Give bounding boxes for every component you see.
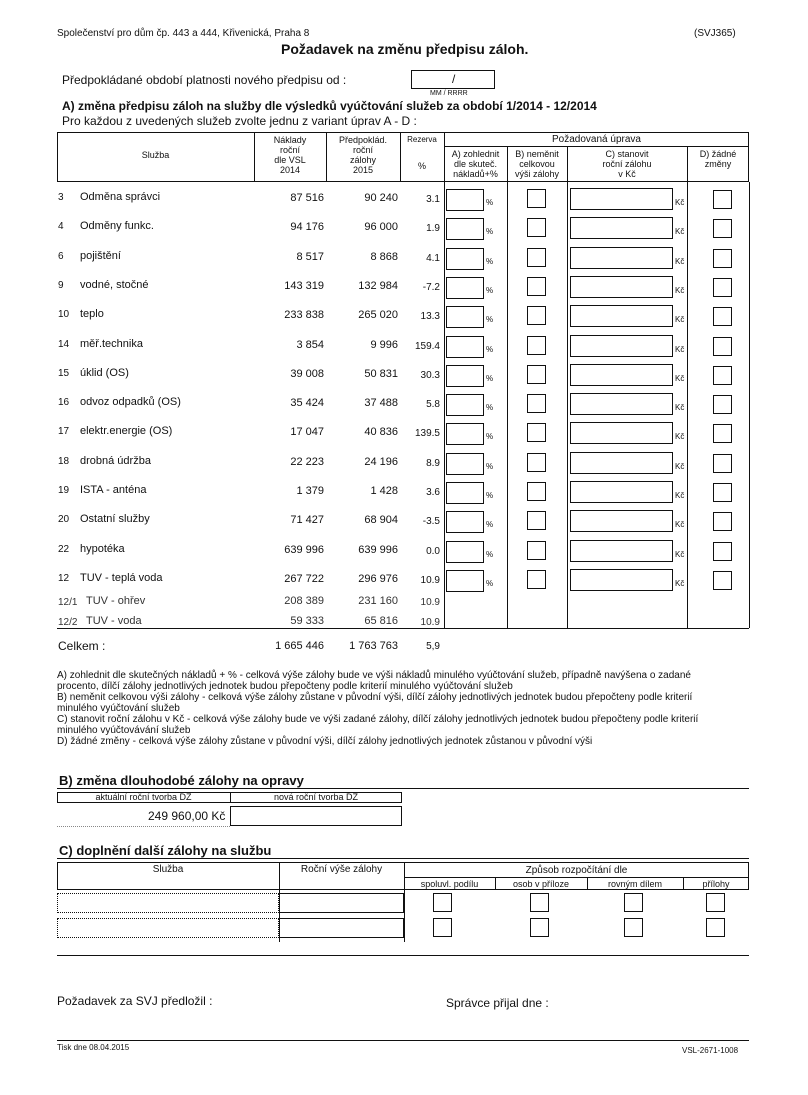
col-requested: Požadovaná úprava xyxy=(552,134,641,145)
total-costs: 1 665 446 xyxy=(275,640,324,652)
col-advance: Předpoklád. roční zálohy 2015 xyxy=(338,135,388,175)
legend-a2: procento, dílčí zálohy jednotlivých jednotek budou přepočteny podle kriterií minulého vyúčtování služeb xyxy=(57,681,513,692)
row-number: 4 xyxy=(58,221,64,232)
legend-c2: minulého vyúčtovávání služeb xyxy=(57,725,191,736)
row-advance: 40 836 xyxy=(364,426,398,438)
row-number: 6 xyxy=(58,251,64,262)
row-costs: 35 424 xyxy=(290,397,324,409)
page-title: Požadavek na změnu předpisu záloh. xyxy=(281,41,529,57)
row-costs: 17 047 xyxy=(290,426,324,438)
option-c-amount-field[interactable] xyxy=(570,217,673,239)
option-c-amount-field[interactable] xyxy=(570,422,673,444)
option-a-percent-field[interactable] xyxy=(446,541,484,563)
row-advance: 265 020 xyxy=(358,309,398,321)
row-service-name: hypotéka xyxy=(80,543,125,555)
subrow-service-name: TUV - ohřev xyxy=(86,595,146,607)
row-reserve: 1.9 xyxy=(426,223,440,234)
col-current-dz: aktuální roční tvorba DZ xyxy=(95,792,192,802)
row-advance: 37 488 xyxy=(364,397,398,409)
print-date: Tisk dne 08.04.2015 xyxy=(57,1043,130,1052)
option-b-checkbox[interactable] xyxy=(527,277,546,296)
row-costs: 39 008 xyxy=(290,368,324,380)
row-advance: 68 904 xyxy=(364,514,398,526)
option-b-checkbox[interactable] xyxy=(527,394,546,413)
row-advance: 1 428 xyxy=(370,485,398,497)
row-reserve: 30.3 xyxy=(420,370,440,381)
row-service-name: úklid (OS) xyxy=(80,367,129,379)
row-reserve: 10.9 xyxy=(420,575,440,586)
subrow-reserve: 10.9 xyxy=(420,597,440,608)
percent-unit: % xyxy=(486,579,494,588)
org-name: Společenství pro dům čp. 443 a 444, Křivenická, Praha 8 xyxy=(57,28,310,39)
section-b-title: B) změna dlouhodobé zálohy na opravy xyxy=(59,773,304,788)
subrow-advance: 231 160 xyxy=(358,595,398,607)
row-advance: 132 984 xyxy=(358,280,398,292)
row-costs: 3 854 xyxy=(296,339,324,351)
legend-b2: minulého vyúčtování služeb xyxy=(57,703,180,714)
option-b-checkbox[interactable] xyxy=(527,511,546,530)
row-service-name: pojištění xyxy=(80,250,121,262)
col-c-m3: rovným dílem xyxy=(607,879,662,889)
option-d-checkbox[interactable] xyxy=(713,249,732,268)
percent-unit: % xyxy=(486,403,494,412)
row-costs: 639 996 xyxy=(284,544,324,556)
percent-unit: % xyxy=(486,345,494,354)
percent-unit: % xyxy=(486,462,494,471)
option-c-amount-field[interactable] xyxy=(570,393,673,415)
percent-unit: % xyxy=(486,550,494,559)
option-b-checkbox[interactable] xyxy=(527,365,546,384)
total-advance: 1 763 763 xyxy=(349,640,398,652)
row-service-name: Odměny funkc. xyxy=(80,220,154,232)
row-service-name: drobná údržba xyxy=(80,455,151,467)
row-number: 15 xyxy=(58,368,70,379)
option-a-percent-field[interactable] xyxy=(446,511,484,533)
row-service-name: elektr.energie (OS) xyxy=(80,425,173,437)
row-advance: 639 996 xyxy=(358,544,398,556)
legend-a1: A) zohlednit dle skutečných nákladů + % - celková výše zálohy bude ve výši nákladů minulého vyúčtování služeb, případně navýšena o zadané xyxy=(57,670,691,681)
section-a-title: A) změna předpisu záloh na služby dle výsledků vyúčtování služeb za období 1/2014 - 12/2014 xyxy=(62,99,597,113)
current-dz-value: 249 960,00 Kč xyxy=(148,809,226,823)
col-reserve-unit: % xyxy=(417,161,426,171)
col-costs: Náklady roční dle VSL 2014 xyxy=(273,135,307,175)
c-row1-m2-checkbox[interactable] xyxy=(530,893,549,912)
row-reserve: -3.5 xyxy=(422,516,440,527)
period-value: / xyxy=(452,72,456,86)
subrow-costs: 59 333 xyxy=(290,615,324,627)
kc-unit: Kč xyxy=(675,227,685,236)
option-b-checkbox[interactable] xyxy=(527,482,546,501)
row-number: 12 xyxy=(58,573,70,584)
section-a-subtitle: Pro každou z uvedených služeb zvolte jednu z variant úprav A - D : xyxy=(62,114,417,128)
option-d-checkbox[interactable] xyxy=(713,366,732,385)
subrow-number: 12/2 xyxy=(58,617,78,628)
row-advance: 50 831 xyxy=(364,368,398,380)
row-reserve: 8.9 xyxy=(426,458,440,469)
kc-unit: Kč xyxy=(675,462,685,471)
row-service-name: Odměna správci xyxy=(80,191,161,203)
kc-unit: Kč xyxy=(675,345,685,354)
kc-unit: Kč xyxy=(675,579,685,588)
option-d-checkbox[interactable] xyxy=(713,542,732,561)
section-c-title: C) doplnění další zálohy na službu xyxy=(59,843,272,858)
col-c-m4: přílohy xyxy=(702,879,730,889)
c-row1-m4-checkbox[interactable] xyxy=(706,893,725,912)
option-b-checkbox[interactable] xyxy=(527,306,546,325)
row-reserve: 159.4 xyxy=(414,341,440,352)
row-reserve: 3.1 xyxy=(426,194,440,205)
row-service-name: ISTA - anténa xyxy=(80,484,147,496)
col-option-b: B) neměnit celkovou výši zálohy xyxy=(514,149,559,179)
row-advance: 8 868 xyxy=(370,251,398,263)
col-c-method: Způsob rozpočítání dle xyxy=(525,865,628,876)
new-dz-field[interactable] xyxy=(230,806,402,826)
kc-unit: Kč xyxy=(675,198,685,207)
doc-code: VSL-2671-1008 xyxy=(682,1046,739,1055)
c-row1-service-field[interactable] xyxy=(57,893,279,913)
option-c-amount-field[interactable] xyxy=(570,452,673,474)
row-costs: 143 319 xyxy=(284,280,324,292)
c-row1-m1-checkbox[interactable] xyxy=(433,893,452,912)
kc-unit: Kč xyxy=(675,432,685,441)
percent-unit: % xyxy=(486,257,494,266)
row-number: 3 xyxy=(58,192,64,203)
option-d-checkbox[interactable] xyxy=(713,424,732,443)
row-number: 19 xyxy=(58,485,70,496)
c-row2-amount-field[interactable] xyxy=(279,918,404,938)
option-c-amount-field[interactable] xyxy=(570,510,673,532)
option-a-percent-field[interactable] xyxy=(446,218,484,240)
option-c-amount-field[interactable] xyxy=(570,569,673,591)
percent-unit: % xyxy=(486,227,494,236)
option-b-checkbox[interactable] xyxy=(527,453,546,472)
row-costs: 233 838 xyxy=(284,309,324,321)
row-reserve: 139.5 xyxy=(414,428,440,439)
option-a-percent-field[interactable] xyxy=(446,453,484,475)
kc-unit: Kč xyxy=(675,550,685,559)
row-costs: 1 379 xyxy=(296,485,324,497)
col-option-c: C) stanovit roční zálohu v Kč xyxy=(602,149,652,179)
option-c-amount-field[interactable] xyxy=(570,305,673,327)
option-b-checkbox[interactable] xyxy=(527,570,546,589)
row-reserve: -7.2 xyxy=(422,282,440,293)
col-c-amount: Roční výše zálohy xyxy=(300,864,383,875)
row-reserve: 4.1 xyxy=(426,253,440,264)
kc-unit: Kč xyxy=(675,374,685,383)
row-reserve: 3.6 xyxy=(426,487,440,498)
row-reserve: 0.0 xyxy=(426,546,440,557)
kc-unit: Kč xyxy=(675,286,685,295)
c-row1-m3-checkbox[interactable] xyxy=(624,893,643,912)
percent-unit: % xyxy=(486,286,494,295)
row-number: 17 xyxy=(58,426,70,437)
option-c-amount-field[interactable] xyxy=(570,247,673,269)
option-a-percent-field[interactable] xyxy=(446,306,484,328)
row-costs: 267 722 xyxy=(284,573,324,585)
row-number: 20 xyxy=(58,514,70,525)
row-number: 14 xyxy=(58,339,70,350)
option-d-checkbox[interactable] xyxy=(713,483,732,502)
legend-b1: B) neměnit celkovou výši zálohy - celková výše zálohy zůstane v původní výši, dílčí zálohy jednotlivých jednotek budou přepočteny podle kriterií xyxy=(57,692,693,703)
percent-unit: % xyxy=(486,432,494,441)
percent-unit: % xyxy=(486,315,494,324)
subrow-advance: 65 816 xyxy=(364,615,398,627)
row-advance: 96 000 xyxy=(364,221,398,233)
option-d-checkbox[interactable] xyxy=(713,337,732,356)
option-a-percent-field[interactable] xyxy=(446,482,484,504)
option-a-percent-field[interactable] xyxy=(446,365,484,387)
c-row2-m4-checkbox[interactable] xyxy=(706,918,725,937)
row-costs: 94 176 xyxy=(290,221,324,233)
row-service-name: vodné, stočné xyxy=(80,279,149,291)
option-d-checkbox[interactable] xyxy=(713,278,732,297)
c-row2-m3-checkbox[interactable] xyxy=(624,918,643,937)
option-d-checkbox[interactable] xyxy=(713,219,732,238)
option-b-checkbox[interactable] xyxy=(527,423,546,442)
submitted-label: Požadavek za SVJ předložil : xyxy=(57,994,213,1008)
option-b-checkbox[interactable] xyxy=(527,541,546,560)
col-new-dz: nová roční tvorba DZ xyxy=(273,792,359,802)
c-row2-m2-checkbox[interactable] xyxy=(530,918,549,937)
kc-unit: Kč xyxy=(675,403,685,412)
option-d-checkbox[interactable] xyxy=(713,395,732,414)
row-number: 10 xyxy=(58,309,70,320)
percent-unit: % xyxy=(486,374,494,383)
c-row2-m1-checkbox[interactable] xyxy=(433,918,452,937)
col-service: Služba xyxy=(141,150,170,160)
row-costs: 22 223 xyxy=(290,456,324,468)
kc-unit: Kč xyxy=(675,520,685,529)
row-advance: 296 976 xyxy=(358,573,398,585)
percent-unit: % xyxy=(486,520,494,529)
col-option-a: A) zohlednit dle skuteč. nákladů+% xyxy=(451,149,500,179)
row-service-name: měř.technika xyxy=(80,338,143,350)
row-reserve: 13.3 xyxy=(420,311,440,322)
received-label: Správce přijal dne : xyxy=(446,996,549,1010)
option-c-amount-field[interactable] xyxy=(570,364,673,386)
legend-c1: C) stanovit roční zálohu v Kč - celková výše zálohy bude ve výši zadané zálohy, dílčí zálohy jednotlivých jednotek budou přepočteny podle kriterií xyxy=(57,714,699,725)
option-a-percent-field[interactable] xyxy=(446,570,484,592)
option-a-percent-field[interactable] xyxy=(446,394,484,416)
option-c-amount-field[interactable] xyxy=(570,276,673,298)
row-service-name: teplo xyxy=(80,308,104,320)
kc-unit: Kč xyxy=(675,257,685,266)
option-a-percent-field[interactable] xyxy=(446,423,484,445)
option-d-checkbox[interactable] xyxy=(713,190,732,209)
subrow-reserve: 10.9 xyxy=(420,617,440,628)
option-d-checkbox[interactable] xyxy=(713,571,732,590)
col-reserve: Rezerva xyxy=(407,135,437,144)
row-costs: 87 516 xyxy=(290,192,324,204)
period-field[interactable] xyxy=(411,70,495,89)
option-a-percent-field[interactable] xyxy=(446,189,484,211)
c-row2-service-field[interactable] xyxy=(57,918,279,938)
subrow-costs: 208 389 xyxy=(284,595,324,607)
row-advance: 90 240 xyxy=(364,192,398,204)
option-a-percent-field[interactable] xyxy=(446,248,484,270)
legend-d1: D) žádné změny - celková výše zálohy zůstane v původní výši, dílčí zálohy jednotlivých jednotek zůstanou v původní výši xyxy=(57,736,593,747)
option-d-checkbox[interactable] xyxy=(713,454,732,473)
col-option-d: D) žádné změny xyxy=(699,149,737,169)
row-reserve: 5.8 xyxy=(426,399,440,410)
option-c-amount-field[interactable] xyxy=(570,188,673,210)
subrow-service-name: TUV - voda xyxy=(86,615,142,627)
row-number: 16 xyxy=(58,397,70,408)
legend xyxy=(57,670,757,747)
row-number: 22 xyxy=(58,544,70,555)
row-advance: 24 196 xyxy=(364,456,398,468)
col-c-m2: osob v příloze xyxy=(512,879,570,889)
option-a-percent-field[interactable] xyxy=(446,336,484,358)
percent-unit: % xyxy=(486,491,494,500)
col-c-m1: spoluvl. podílu xyxy=(420,879,479,889)
option-d-checkbox[interactable] xyxy=(713,512,732,531)
period-label: Předpokládané období platnosti nového předpisu od : xyxy=(62,73,347,87)
row-service-name: odvoz odpadků (OS) xyxy=(80,396,181,408)
option-b-checkbox[interactable] xyxy=(527,189,546,208)
option-b-checkbox[interactable] xyxy=(527,248,546,267)
option-c-amount-field[interactable] xyxy=(570,481,673,503)
kc-unit: Kč xyxy=(675,491,685,500)
subrow-number: 12/1 xyxy=(58,597,78,608)
row-costs: 71 427 xyxy=(290,514,324,526)
row-number: 18 xyxy=(58,456,70,467)
row-number: 9 xyxy=(58,280,64,291)
kc-unit: Kč xyxy=(675,315,685,324)
option-d-checkbox[interactable] xyxy=(713,307,732,326)
c-row1-amount-field[interactable] xyxy=(279,893,404,913)
row-advance: 9 996 xyxy=(370,339,398,351)
period-format-hint: MM / RRRR xyxy=(430,90,468,97)
total-label: Celkem : xyxy=(58,639,106,653)
col-c-service: Služba xyxy=(152,864,184,875)
row-service-name: Ostatní služby xyxy=(80,513,150,525)
option-c-amount-field[interactable] xyxy=(570,335,673,357)
option-a-percent-field[interactable] xyxy=(446,277,484,299)
total-reserve: 5,9 xyxy=(426,641,440,652)
row-costs: 8 517 xyxy=(296,251,324,263)
option-b-checkbox[interactable] xyxy=(527,218,546,237)
form-code: (SVJ365) xyxy=(694,28,736,39)
option-c-amount-field[interactable] xyxy=(570,540,673,562)
option-b-checkbox[interactable] xyxy=(527,336,546,355)
percent-unit: % xyxy=(486,198,494,207)
row-service-name: TUV - teplá voda xyxy=(80,572,163,584)
